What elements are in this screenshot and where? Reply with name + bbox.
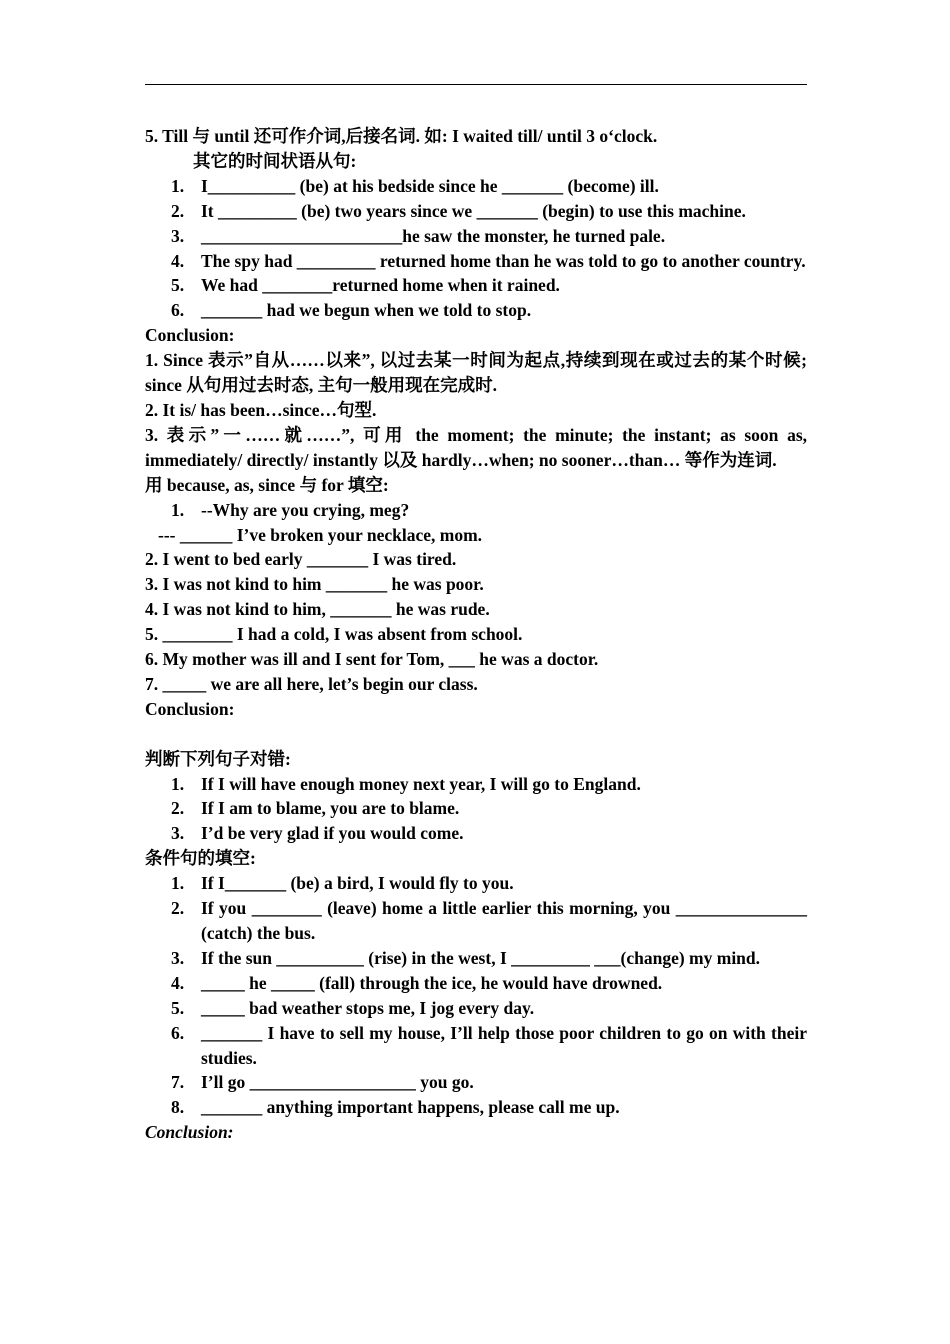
item-number: 5.: [171, 997, 185, 1018]
list-item: [145, 996, 807, 1021]
exercise-line: 5. ________ I had a cold, I was absent from school.: [145, 624, 523, 645]
list-item: [145, 896, 807, 946]
till-note: 5. Till 与 until 还可作介词,后接名词. 如: I waited till/ until 3 o‘clock.: [145, 126, 658, 146]
conclusion-point: 1. Since 表示”自从……以来”, 以过去某一时间为起点,持续到现在或过去的某个时候; since 从句用过去时态, 主句一般用现在完成时.: [145, 350, 807, 396]
exercise-line: 7. _____ we are all here, let’s begin our class.: [145, 673, 478, 694]
item-text: We had ________returned home when it rained.: [201, 275, 560, 296]
item-number: 6.: [171, 1022, 185, 1043]
conclusion-heading: Conclusion:: [145, 325, 235, 346]
list-item: [145, 821, 807, 846]
item-text: If I will have enough money next year, I will go to England.: [201, 773, 641, 794]
list-item: [145, 1070, 807, 1095]
item-text: _______ had we begun when we told to stop.: [201, 300, 532, 321]
list-item: [145, 772, 807, 797]
judge-heading: 判断下列句子对错:: [145, 748, 291, 769]
conclusion-point: 2. It is/ has been…since…句型.: [145, 399, 377, 420]
item-text: --Why are you crying, meg?: [201, 499, 410, 520]
item-number: 3.: [171, 823, 185, 844]
item-number: 1.: [171, 873, 185, 894]
item-text: _______ I have to sell my house, I’ll help those poor children to go on with their studies.: [201, 1022, 807, 1068]
exercise-line: 3. I was not kind to him _______ he was poor.: [145, 574, 484, 595]
list-item: [145, 199, 807, 224]
item-text: _______ anything important happens, please call me up.: [201, 1097, 620, 1118]
because-heading: 用 because, as, since 与 for 填空:: [145, 474, 389, 495]
item-number: 2.: [171, 200, 185, 221]
dialogue-reply: --- ______ I’ve broken your necklace, mom.: [158, 524, 483, 545]
list-item: [145, 174, 807, 199]
item-text: I__________ (be) at his bedside since he _______ (become) ill.: [201, 175, 659, 196]
item-number: 7.: [171, 1072, 185, 1093]
list-item: [145, 273, 807, 298]
item-text: _____ bad weather stops me, I jog every day.: [201, 997, 535, 1018]
item-number: 5.: [171, 275, 185, 296]
item-number: 8.: [171, 1097, 185, 1118]
spacer: [145, 722, 807, 747]
other-clauses-subhead: 其它的时间状语从句:: [193, 150, 357, 171]
conclusion-point: 3. 表示”一……就……”, 可用 the moment; the minute; the instant; as soon as, immediately/ directly/ instantly 以及 hardly…when; no sooner…than… 等作为连词.: [145, 424, 807, 470]
document-body: [145, 124, 807, 1145]
item-number: 1.: [171, 175, 185, 196]
item-number: 3.: [171, 947, 185, 968]
item-text: I’d be very glad if you would come.: [201, 823, 464, 844]
item-number: 4.: [171, 972, 185, 993]
exercise-line: 6. My mother was ill and I sent for Tom, ___ he was a doctor.: [145, 649, 599, 670]
list-item: [145, 498, 807, 523]
item-text: The spy had _________ returned home than he was told to go to another country.: [201, 250, 806, 271]
header-rule: [145, 84, 807, 85]
list-item: [145, 1021, 807, 1071]
list-item: [145, 971, 807, 996]
item-text: _______________________he saw the monster, he turned pale.: [201, 225, 666, 246]
item-number: 2.: [171, 798, 185, 819]
item-text: It _________ (be) two years since we _______ (begin) to use this machine.: [201, 200, 746, 221]
item-number: 1.: [171, 773, 185, 794]
item-text: If you ________ (leave) home a little earlier this morning, you _______________ (catch) the bus.: [201, 898, 807, 943]
conditional-heading: 条件句的填空:: [145, 848, 256, 869]
item-number: 2.: [171, 898, 185, 919]
conclusion-heading: Conclusion:: [145, 698, 235, 719]
item-text: If I_______ (be) a bird, I would fly to you.: [201, 873, 514, 894]
list-item: [145, 1095, 807, 1120]
item-text: If I am to blame, you are to blame.: [201, 798, 460, 819]
conclusion-heading: Conclusion:: [145, 1122, 234, 1143]
item-text: _____ he _____ (fall) through the ice, he would have drowned.: [201, 972, 663, 993]
item-number: 3.: [171, 225, 185, 246]
list-item: [145, 224, 807, 249]
exercise-line: 4. I was not kind to him, _______ he was rude.: [145, 599, 490, 620]
item-text: I’ll go ___________________ you go.: [201, 1072, 474, 1093]
exercise-line: 2. I went to bed early _______ I was tired.: [145, 549, 457, 570]
list-item: [145, 298, 807, 323]
item-number: 1.: [171, 499, 185, 520]
item-text: If the sun __________ (rise) in the west, I _________ ___(change) my mind.: [201, 947, 761, 968]
list-item: [145, 796, 807, 821]
item-number: 6.: [171, 300, 185, 321]
item-number: 4.: [171, 250, 185, 271]
list-item: [145, 871, 807, 896]
list-item: [145, 249, 807, 274]
list-item: [145, 946, 807, 971]
